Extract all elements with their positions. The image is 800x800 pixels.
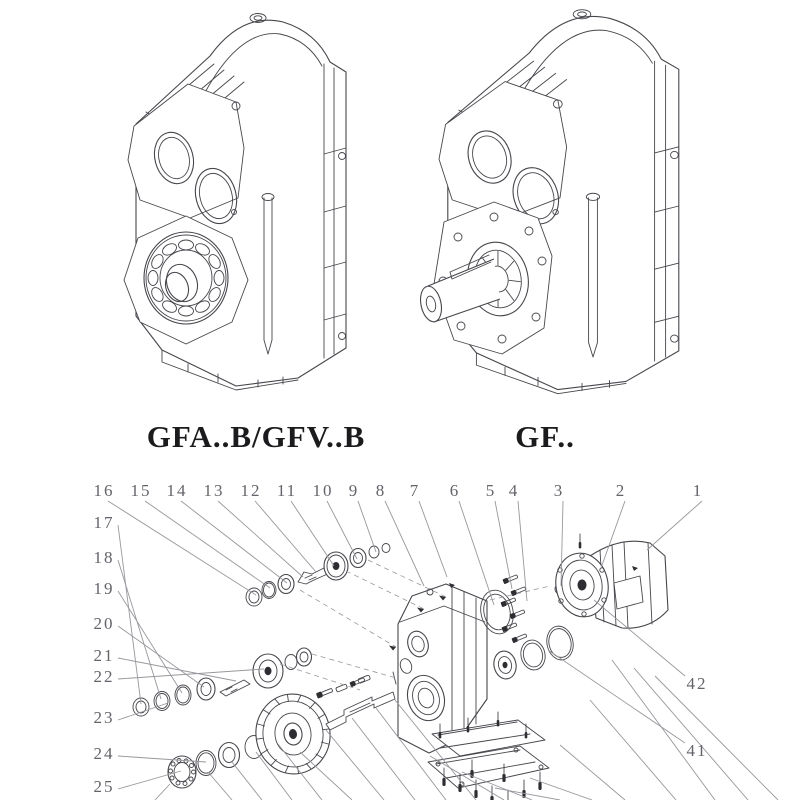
leader-line-5	[495, 501, 512, 589]
leader-line-11	[291, 501, 334, 566]
part-callout-18: 18	[93, 548, 115, 567]
flange-gasket-and-bolts	[477, 574, 565, 643]
leader-line-17	[118, 525, 141, 704]
part-callout-11: 11	[276, 481, 298, 500]
part-callout-10: 10	[312, 481, 334, 500]
leader-line-9	[358, 501, 376, 552]
leader-line-19	[118, 591, 182, 693]
part-callout-6: 6	[449, 481, 461, 500]
part-callout-19: 19	[93, 579, 115, 598]
part-callout-9: 9	[348, 481, 360, 500]
part-callout-8: 8	[375, 481, 387, 500]
part-callout-41: 41	[686, 741, 708, 760]
leader-line-8	[385, 501, 424, 586]
part-callout-21: 21	[93, 646, 115, 665]
part-callout-25: 25	[93, 777, 115, 796]
part-callout-23: 23	[93, 708, 115, 727]
leader-line-15	[145, 501, 270, 588]
leader-line-1	[647, 501, 702, 550]
part-callout-13: 13	[203, 481, 225, 500]
exploded-view	[108, 501, 778, 800]
part-callout-15: 15	[130, 481, 152, 500]
part-callout-12: 12	[240, 481, 262, 500]
part-callout-20: 20	[93, 614, 115, 633]
leader-line-4	[518, 501, 527, 601]
gearbox-figure-solid-shaft	[417, 10, 678, 394]
part-callout-17: 17	[93, 513, 115, 532]
part-callout-4: 4	[508, 481, 520, 500]
part-callout-16: 16	[93, 481, 115, 500]
part-callout-42: 42	[686, 674, 708, 693]
leader-line-6	[459, 501, 494, 605]
part-callout-1: 1	[692, 481, 704, 500]
gearbox-figure-hollow-shaft	[124, 14, 346, 391]
part-callout-2: 2	[615, 481, 627, 500]
leader-line-24	[118, 756, 206, 762]
figure-caption-gf: GF..	[515, 419, 575, 454]
leader-line-10	[327, 501, 357, 559]
motor-assembly	[551, 534, 668, 628]
part-callout-5: 5	[485, 481, 497, 500]
figure-caption-gfab-gfvb: GFA..B/GFV..B	[146, 419, 366, 454]
part-callout-3: 3	[553, 481, 565, 500]
input-shaft-assembly	[246, 544, 390, 607]
leader-line-14	[181, 501, 287, 583]
leader-line-41	[548, 650, 685, 743]
part-callout-22: 22	[93, 667, 115, 686]
output-gear-assembly	[168, 672, 396, 788]
part-callout-7: 7	[409, 481, 421, 500]
part-callout-24: 24	[93, 744, 115, 763]
part-callout-14: 14	[166, 481, 188, 500]
leader-line-7	[419, 501, 447, 577]
